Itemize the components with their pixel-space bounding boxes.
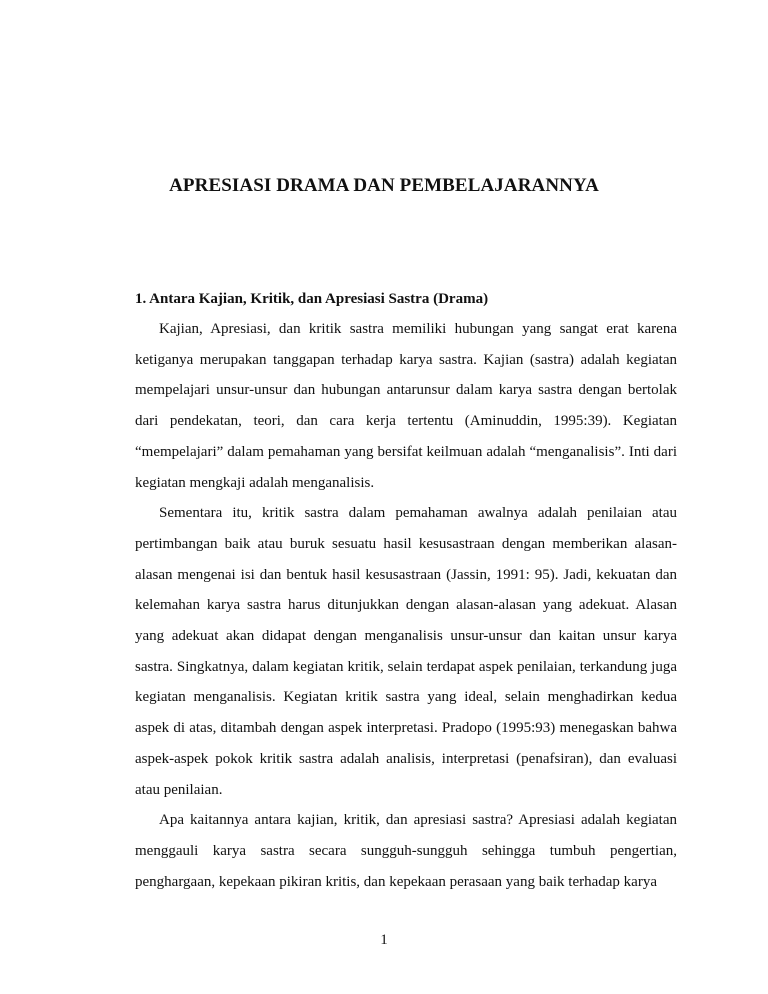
section-content bbox=[135, 289, 677, 897]
section-heading: 1. Antara Kajian, Kritik, dan Apresiasi Sastra (Drama) bbox=[135, 291, 489, 307]
paragraph-3: Apa kaitannya antara kajian, kritik, dan apresiasi sastra? Apresiasi adalah kegiatan menggauli karya sastra secara sungguh-sungguh sehingga tumbuh pengertian, penghargaan, kepekaan pikiran kritis, dan kepekaan perasaan yang baik terhadap karya bbox=[135, 812, 677, 890]
paragraph-2: Sementara itu, kritik sastra dalam pemahaman awalnya adalah penilaian atau pertimbangan baik atau buruk sesuatu hasil kesusastraan dengan memberikan alasan-alasan mengenai isi dan bentuk hasil kesusastraan (Jassin, 1991: 95). Jadi, kekuatan dan kelemahan karya sastra harus ditunjukkan dengan alasan-alasan yang adekuat. Alasan yang adekuat akan didapat dengan menganalisis unsur-unsur dan kaitan unsur karya sastra. Singkatnya, dalam kegiatan kritik, selain terdapat aspek penilaian, terkandung juga kegiatan menganalisis. Kegiatan kritik sastra yang ideal, selain menghadirkan kedua aspek di atas, ditambah dengan aspek interpretasi. Pradopo (1995:93) menegaskan bahwa aspek-aspek pokok kritik sastra adalah analisis, interpretasi (penafsiran), dan evaluasi atau penilaian. bbox=[135, 505, 677, 798]
page-number: 1 bbox=[380, 932, 388, 948]
document-title: APRESIASI DRAMA DAN PEMBELAJARANNYA bbox=[169, 175, 599, 196]
paragraph-1: Kajian, Apresiasi, dan kritik sastra memiliki hubungan yang sangat erat karena ketiganya merupakan tanggapan terhadap karya sastra. Kajian (sastra) adalah kegiatan mempelajari unsur-unsur dan hubungan antarunsur dalam karya sastra dengan bertolak dari pendekatan, teori, dan cara kerja tertentu (Aminuddin, 1995:39). Kegiatan “mempelajari” dalam pemahaman yang bersifat keilmuan adalah “menganalisis”. Inti dari kegiatan mengkaji adalah menganalisis. bbox=[135, 321, 677, 491]
